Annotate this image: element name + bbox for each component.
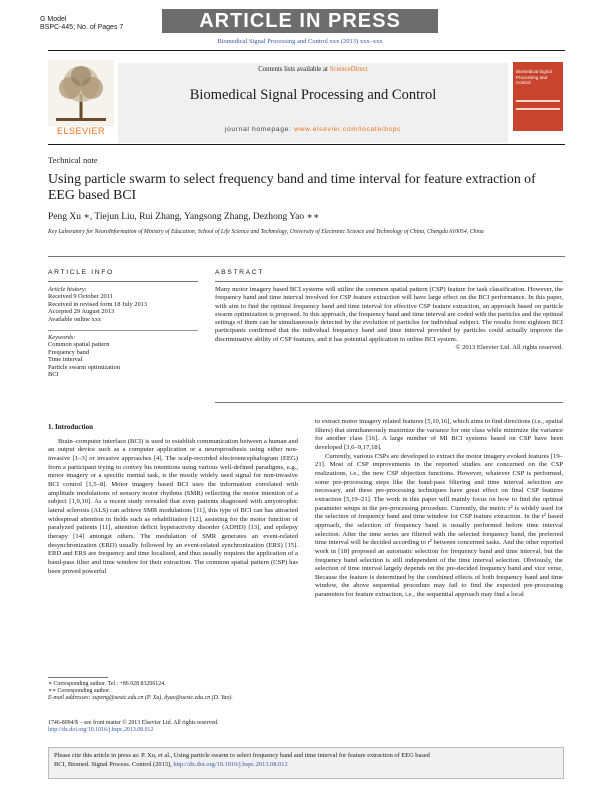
sciencedirect-link[interactable]: ScienceDirect bbox=[329, 66, 368, 73]
affiliation: Key Laboratory for NeuroInformation of Ministry of Education, School of Life Science and Technology, University of Electronic Science and Technology of China, Chengdu 610054, China bbox=[48, 229, 484, 235]
corresponding-author-2: ∗∗ Corresponding author. bbox=[48, 688, 111, 695]
body-paragraph: to extract motor imagery related features [5,10,16], which aims to find directions (i.e., spatial filters) that simultaneously maximize the variance for one class while minimize the variance for another class [16]. A large number of MI BCI systems based on CSP have been developed [3,6–9,17,18]. bbox=[315, 418, 563, 451]
abstract-text: Many motor imagery based BCI systems will utilize the common spatial pattern (CSP) feature for task classification. However, the frequency band and time interval involved for CSP feature extraction will have large effect on the BCI performance. In this paper, with aim to find the optimal frequency band and time interval for effective CSP feature extraction, an approach based on particle swarm optimization is proposed. In this approach, the frequency band and time interval are coded with the particles and the optimal settings of them can be simultaneously detected by the evolution of particles for individual subject. The results from eighteen BCI participants confirmed that the individual frequency band and time interval provided by particles could actually improve the discriminative ability of CSP features, and it has potential application in online BCI system. bbox=[215, 286, 563, 343]
banner-bottom-rule bbox=[48, 144, 565, 145]
abstract bbox=[215, 286, 563, 352]
cite-line-2: BCI, Biomed. Signal Process. Control (2013), bbox=[54, 761, 172, 768]
keyword: Common spatial pattern bbox=[48, 341, 110, 349]
body-right-column bbox=[315, 418, 563, 600]
revised-date: Received in revised form 18 July 2013 bbox=[48, 300, 148, 308]
abstract-bottom-rule bbox=[215, 402, 563, 403]
info-rule bbox=[48, 281, 198, 282]
cite-doi-link[interactable]: http://dx.doi.org/10.1016/j.bspc.2013.08.012 bbox=[173, 761, 288, 768]
abstract-heading: ABSTRACT bbox=[215, 269, 265, 276]
issn-block bbox=[48, 720, 348, 735]
body-left-column bbox=[48, 423, 298, 576]
abstract-rule bbox=[215, 281, 563, 282]
keywords-rule bbox=[48, 330, 198, 331]
cite-line-1: Please cite this article in press as: P. Xu, et al., Using particle swarm to select frequency band and time interval for feature extraction of EEG based bbox=[54, 752, 430, 759]
gmodel-text: G Model bbox=[40, 16, 67, 23]
article-ref: BSPC-445; bbox=[40, 24, 76, 31]
email-addresses: E-mail addresses: xupeng@uestc.edu.cn (P. Xu), dyao@uestc.edu.cn (D. Yao). bbox=[48, 695, 233, 702]
history-label: Article history: bbox=[48, 286, 87, 293]
article-info-heading: ARTICLE INFO bbox=[48, 269, 114, 276]
section-heading: 1. Introduction bbox=[48, 423, 93, 431]
keyword: BCI bbox=[48, 371, 59, 379]
article-in-press-banner: ARTICLE IN PRESS bbox=[162, 9, 438, 33]
article-title: Using particle swarm to select frequency band and time interval for feature extraction of EEG based BCI bbox=[48, 171, 536, 202]
homepage-link[interactable]: www.elsevier.com/locate/bspc bbox=[293, 126, 402, 133]
publisher-wordmark: ELSEVIER bbox=[56, 126, 106, 136]
corresponding-author-1: ∗ Corresponding author. Tel.: +86 028 83206124. bbox=[48, 681, 166, 687]
footnote-rule bbox=[48, 677, 108, 678]
gmodel-label bbox=[40, 16, 123, 32]
received-date: Received 9 October 2011 bbox=[48, 293, 113, 301]
cover-title: Biomedical Signal Processing and Control bbox=[516, 69, 552, 85]
body-paragraph: Brain–computer interface (BCI) is used to establish communication between a human and an output device such as a computer application or a neuroprosthesis using either non-invasive [1–3] or invasive approaches [4]. The scalp-recorded electroencephalogram (EEG) from a participant trying to convey his intentions using various well-defined paradigms, e.g., motor imagery or a specific mental task, is the mostly widely used signal for non-invasive BCI control [1,5–8]. Motor imagery based BCI uses the information correlated with amplitude modulations of sensory motor rhythms (SMR) reflecting the motor intention of a subject [1,9,10]. As a recent study revealed that even patients diagnosed with amyotrophic lateral sclerosis (ALS) can achieve SMR modulations [11], this type of BCI can has attracted widespread attention in fields such as rehabilitation [12], assisting for the motor function of paralyzed patients [11], attention deficit hyperactivity disorder (ADHD) [13], and epilepsy therapy [14] amongst others. The modulation of SMR generates an event-related desynchronization (ERD) usually followed by an event-related synchronization (ERS) [15]. ERD and ERS are frequency and time localized, and thus usually requires the application of a band-pass filter and time window for their extraction. The common spatial pattern (CSP) has been proved powerful bbox=[48, 437, 298, 575]
keyword: Frequency band bbox=[48, 348, 89, 356]
footnotes bbox=[48, 681, 298, 703]
contents-prefix: Contents lists available at bbox=[258, 66, 328, 73]
journal-citation-line[interactable]: Biomedical Signal Processing and Control xxx (2013) xxx–xxx bbox=[217, 38, 383, 45]
author-list: Peng Xu ∗, Tiejun Liu, Rui Zhang, Yangsong Zhang, Dezhong Yao ∗∗ bbox=[48, 212, 320, 222]
keyword: Time interval bbox=[48, 356, 83, 364]
contents-line bbox=[118, 66, 508, 73]
cover-stripe bbox=[516, 108, 560, 110]
article-info bbox=[48, 286, 198, 378]
keyword: Particle swarm optimization bbox=[48, 363, 121, 371]
online-date: Available online xxx bbox=[48, 315, 102, 323]
page-count: No. of Pages 7 bbox=[76, 24, 124, 31]
body-paragraph: Currently, various CSPs are developed to extract the motor imagery evoked features [19–21]. Most of CSP improvements in the reported studies are concerned on the CSP realizations, i.e., the new CSP objection functions. However, whatever CSP is performed, some pre-processing steps like the band-pass filtering and time interval selection are necessary, and these pre-processing techniques have great effect on final CSP features extraction [5,19–21]. The work in this paper will mainly focus on how to find the optimal parameter setups in the pre-processing procedure. Currently, the metric r² is widely used for the selection of frequency band and time window for CSP feature extraction. In the r² based approach, the selection of frequency band is usually performed before time interval selection. After the time series are filtered with the selected frequency band, the preferred time interval will be decided according to r² between concerned tasks. And the other reported work in [18] proposed an automatic selection for frequency band and time interval, but the frequency band selection is still independent of the time interval selection. Obviously, the selection of time interval largely depends on the pre-decided frequency band and vice verse, Because the feature is determined by the combined effects of both frequency band and time window, the above sequential procedure may fail to find the expected pre-processing parameters for feature extraction, i.e., the sequential approach may find a local bbox=[315, 452, 563, 599]
keywords-label: Keywords: bbox=[48, 334, 76, 342]
cite-text bbox=[54, 751, 556, 769]
issn-line: 1746-8094/$ – see front matter © 2013 Elsevier Ltd. All rights reserved. bbox=[48, 720, 219, 726]
doi-link[interactable]: http://dx.doi.org/10.1016/j.bspc.2013.08.012 bbox=[48, 727, 154, 734]
elsevier-tree-logo bbox=[48, 60, 114, 130]
article-type: Technical note bbox=[48, 155, 98, 165]
ref-line bbox=[40, 24, 123, 32]
journal-name: Biomedical Signal Processing and Control bbox=[189, 87, 437, 103]
cover-stripe bbox=[516, 100, 560, 102]
copyright-line: © 2013 Elsevier Ltd. All rights reserved. bbox=[455, 344, 563, 352]
journal-homepage bbox=[118, 126, 508, 133]
title-rule bbox=[48, 256, 565, 257]
header-rule bbox=[48, 50, 565, 51]
accepted-date: Accepted 29 August 2013 bbox=[48, 308, 115, 316]
homepage-prefix: journal homepage: bbox=[224, 126, 292, 133]
